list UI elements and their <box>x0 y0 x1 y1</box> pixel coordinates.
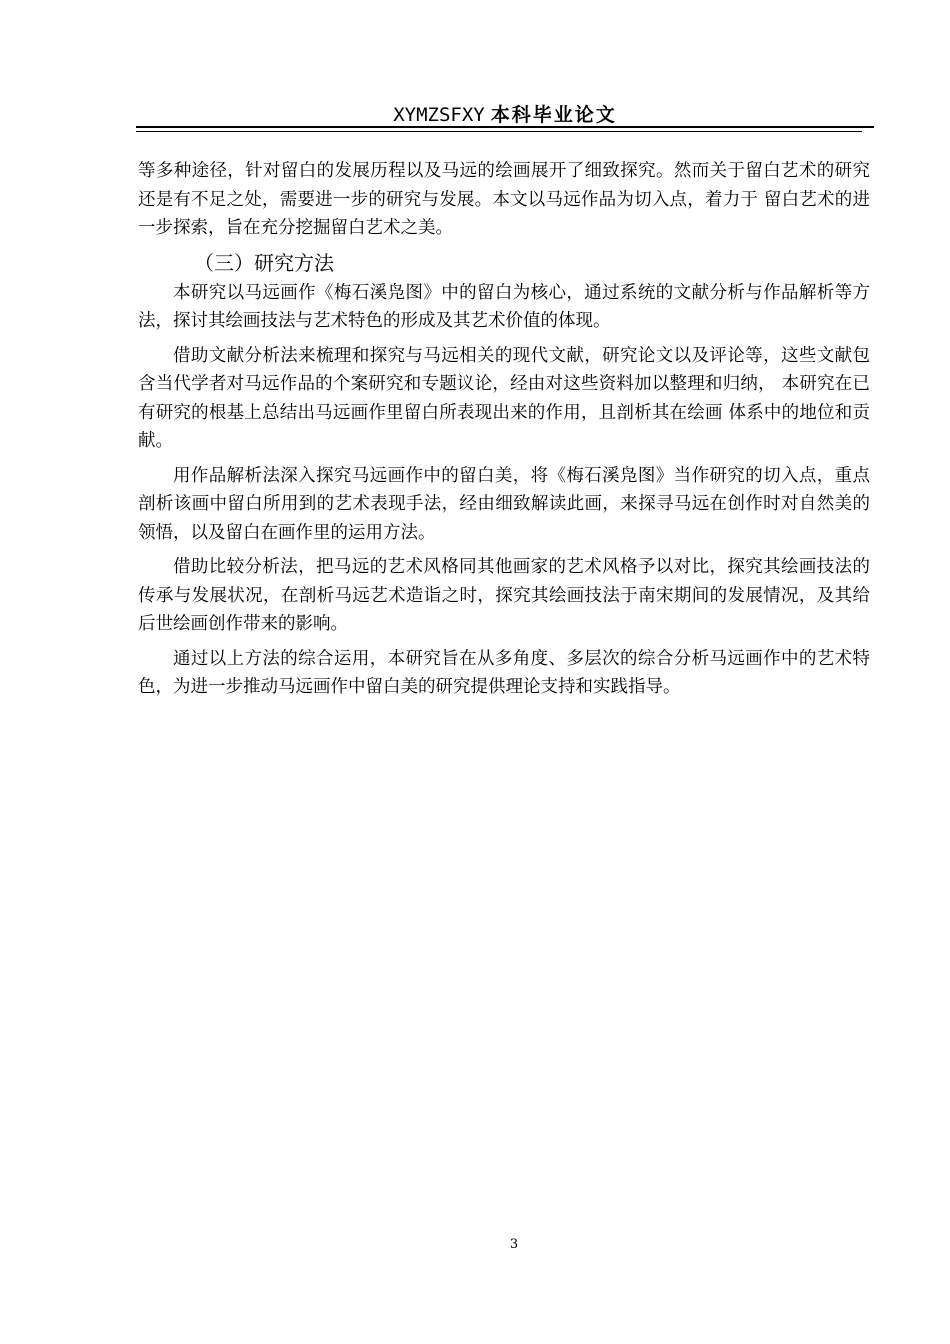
header-rule-thick <box>136 126 874 128</box>
header-school-code: XYMZSFXY <box>393 104 485 126</box>
section-heading: （三）研究方法 <box>194 250 334 275</box>
header-thesis-label: 本科毕业论文 <box>490 104 617 126</box>
page-number: 3 <box>509 1237 519 1252</box>
paragraph-research-core: 本研究以马远画作《梅石溪凫图》中的留白为核心，通过系统的文献分析与作品解析等方法，探讨其绘画技法与艺术特色的形成及其艺术价值的体现。 <box>138 282 870 331</box>
paragraph-literature-analysis: 借助文献分析法来梳理和探究与马远相关的现代文献，研究论文以及评论等，这些文献包含当代学者对马远作品的个案研究和专题议论，经由对这些资料加以整理和归纳， 本研究在已有研究的根基上总结出马远画作里留白所表现出来的作用，且剖析其在绘画 体系中的地位和贡献。 <box>138 345 870 451</box>
continued-paragraph: 等多种途径，针对留白的发展历程以及马远的绘画展开了细致探究。然而关于留白艺术的研究还是有不足之处，需要进一步的研究与发展。本文以马远作品为切入点，着力于 留白艺术的进一步探索，旨在充分挖掘留白艺术之美。 <box>138 161 870 238</box>
running-header <box>136 102 874 128</box>
body-text <box>138 157 870 708</box>
paragraph-work-analysis: 用作品解析法深入探究马远画作中的留白美，将《梅石溪凫图》当作研究的切入点，重点剖析该画中留白所用到的艺术表现手法，经由细致解读此画，来探寻马远在创作时对自然美的领悟，以及留白在画作里的运用方法。 <box>138 465 870 543</box>
paragraph-comparative-analysis: 借助比较分析法，把马远的艺术风格同其他画家的艺术风格予以对比，探究其绘画技法的传承与发展状况，在剖析马远艺术造诣之时，探究其绘画技法于南宋期间的发展情况，及其给后世绘画创作带来的影响。 <box>138 557 870 634</box>
paragraph-summary: 通过以上方法的综合运用，本研究旨在从多角度、多层次的综合分析马远画作中的艺术特色，为进一步推动马远画作中留白美的研究提供理论支持和实践指导。 <box>138 648 870 697</box>
header-rule-thin <box>136 131 862 132</box>
